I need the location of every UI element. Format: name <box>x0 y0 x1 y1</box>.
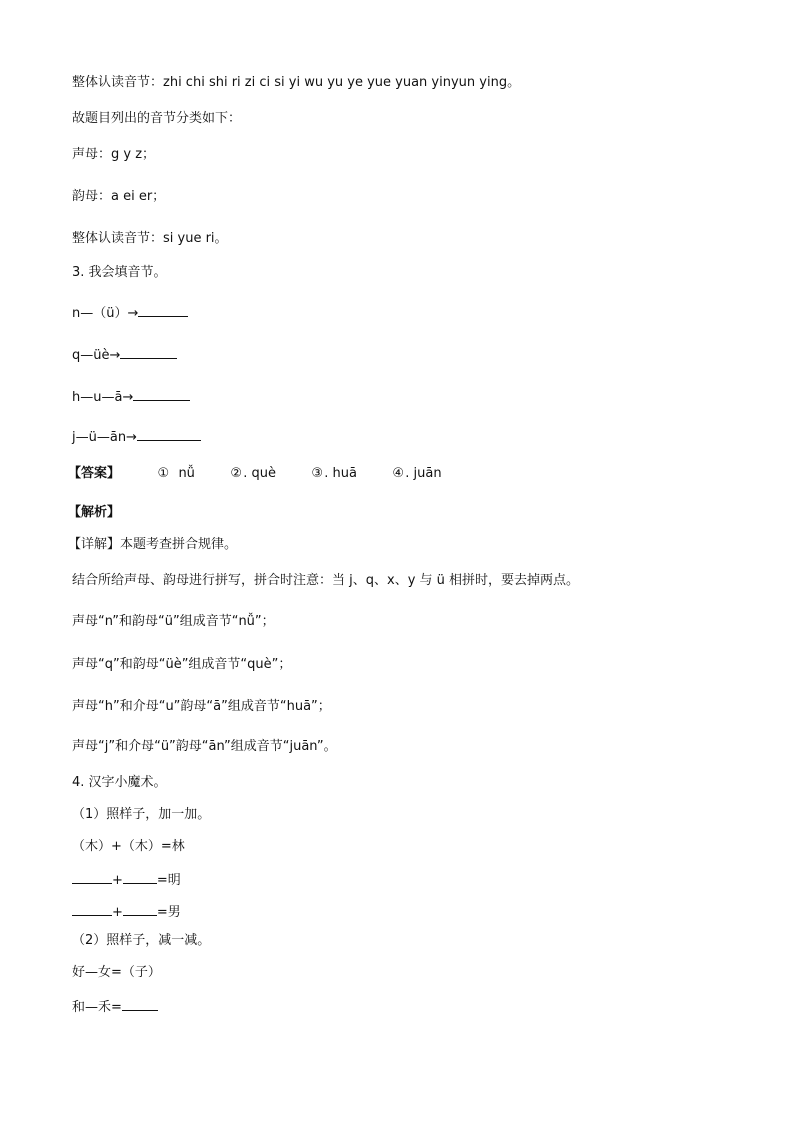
answer-blank[interactable] <box>137 426 201 441</box>
analysis-label: 【解析】 <box>68 505 121 520</box>
answer-blank[interactable] <box>72 869 112 884</box>
detail-line: 【详解】本题考查拼合规律。 <box>68 537 238 552</box>
item-text: 和—禾= <box>72 1000 122 1015</box>
answer-number: ③ <box>311 466 324 481</box>
answer-blank[interactable] <box>123 901 157 916</box>
text-line: 整体认读音节：si yue ri。 <box>72 231 228 246</box>
item-text: j—ü—ān→ <box>72 430 137 445</box>
answer-value: nǚ <box>178 466 195 481</box>
sub-question: （2）照样子，减一减。 <box>72 933 211 948</box>
plus-sign: + <box>112 873 123 888</box>
answer-blank[interactable] <box>120 344 177 359</box>
sub-question: （1）照样子，加一加。 <box>72 807 211 822</box>
answer-number: ① <box>157 466 170 481</box>
example-line: （木）+（木）=林 <box>72 839 185 854</box>
answer-blank[interactable] <box>123 869 157 884</box>
example-line: 好—女=（子） <box>72 965 161 980</box>
question-title: 4. 汉字小魔术。 <box>72 775 167 790</box>
answer-value: . què <box>243 466 276 481</box>
question-item <box>72 344 177 365</box>
explanation-line: 声母“j”和介母“ü”韵母“ān”组成音节“juān”。 <box>72 739 337 754</box>
answer-blank[interactable] <box>138 302 188 317</box>
text-line: 声母：g y z； <box>72 147 156 162</box>
explanation-line: 声母“n”和韵母“ü”组成音节“nǚ”； <box>72 614 275 629</box>
item-text: q—üè→ <box>72 348 121 363</box>
plus-sign: + <box>112 905 123 920</box>
question-item <box>72 901 181 922</box>
answer-label: 【答案】 <box>68 466 121 481</box>
question-item <box>72 996 158 1017</box>
question-item <box>72 426 201 447</box>
question-item <box>72 302 188 323</box>
question-title: 3. 我会填音节。 <box>72 265 167 280</box>
question-item <box>72 869 181 890</box>
item-text: =男 <box>156 905 181 920</box>
explanation-line: 结合所给声母、韵母进行拼写，拼合时注意：当 j、q、x、y 与 ü 相拼时，要去掉两点。 <box>72 573 580 588</box>
explanation-line: 声母“q”和韵母“üè”组成音节“què”； <box>72 657 292 672</box>
answer-blank[interactable] <box>122 996 158 1011</box>
text-line: 韵母：a ei er； <box>72 189 166 204</box>
answer-value: . huā <box>324 466 357 481</box>
answer-number: ② <box>230 466 243 481</box>
answer-blank[interactable] <box>133 386 190 401</box>
answer-number: ④ <box>392 466 405 481</box>
item-text: =明 <box>156 873 181 888</box>
item-text: h—u—ā→ <box>72 390 134 405</box>
text-line: 故题目列出的音节分类如下： <box>72 111 242 126</box>
answer-value: . juān <box>405 466 442 481</box>
answer-blank[interactable] <box>72 901 112 916</box>
answer-row <box>68 465 442 483</box>
explanation-line: 声母“h”和介母“u”韵母“ā”组成音节“huā”； <box>72 699 331 714</box>
text-line: 整体认读音节：zhi chi shi ri zi ci si yi wu yu ye yue yuan yinyun ying。 <box>72 75 521 90</box>
question-item <box>72 386 190 407</box>
item-text: n—（ü）→ <box>72 306 139 321</box>
